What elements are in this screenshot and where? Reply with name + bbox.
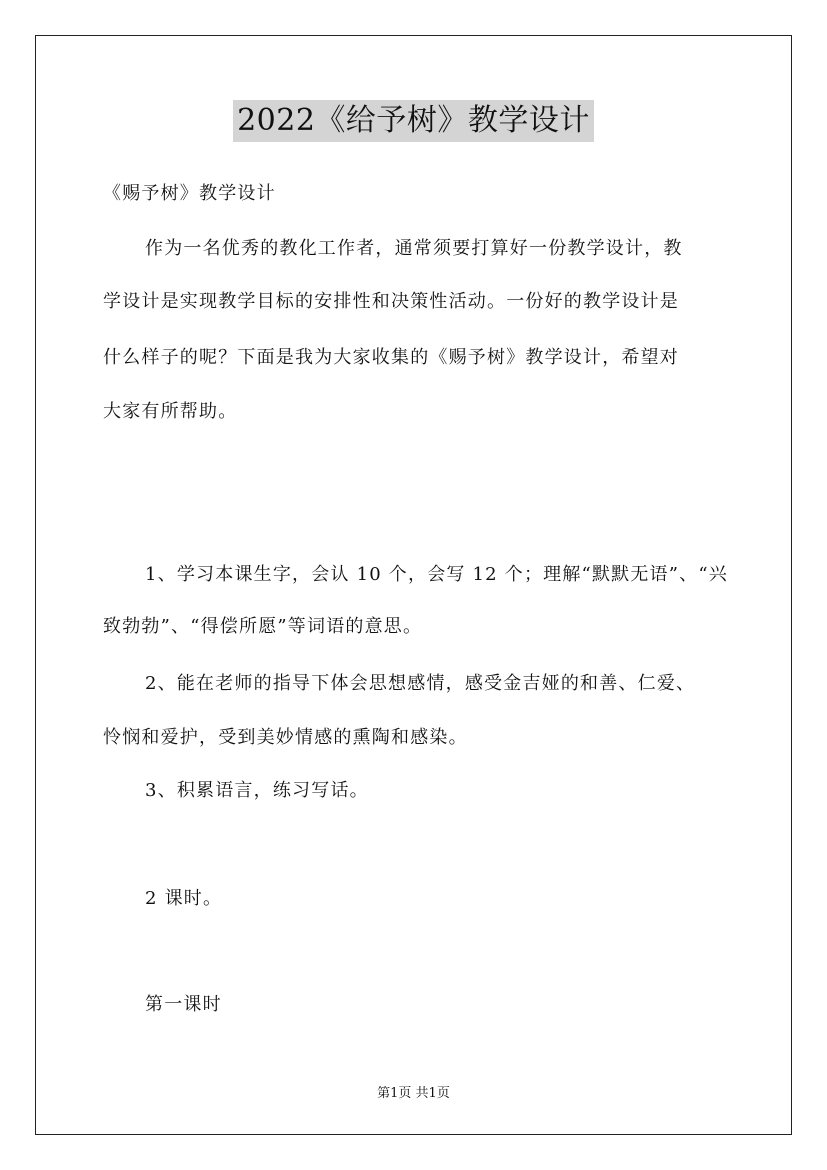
page-number: 第1页 共1页 [377,1086,450,1101]
goal-line: 怜悯和爱护，受到美妙情感的熏陶和感染。 [103,727,468,748]
title-wrapper [0,100,827,142]
intro-paragraph-line: 作为一名优秀的教化工作者，通常须要打算好一份教学设计，教 [145,238,683,259]
goal-line: 2、能在老师的指导下体会思想感情，感受金吉娅的和善、仁爱、 [145,673,696,694]
goal-line: 1、学习本课生字，会认 10 个，会写 12 个；理解“默默无语”、“兴 [145,564,728,585]
document-title: 2022《给予树》教学设计 [233,100,594,142]
intro-paragraph-line: 什么样子的呢？下面是我为大家收集的《赐予树》教学设计，希望对 [103,347,679,368]
document-subtitle: 《赐予树》教学设计 [103,183,276,204]
goal-line: 3、积累语言，练习写话。 [145,780,369,801]
class-hours: 2 课时。 [145,888,223,909]
intro-paragraph-line: 大家有所帮助。 [103,401,238,422]
page-footer [0,1085,827,1103]
first-lesson-heading: 第一课时 [145,994,222,1015]
intro-paragraph-line: 学设计是实现教学目标的安排性和决策性活动。一份好的教学设计是 [103,291,679,312]
goal-line: 致勃勃”、“得偿所愿”等词语的意思。 [103,616,423,637]
